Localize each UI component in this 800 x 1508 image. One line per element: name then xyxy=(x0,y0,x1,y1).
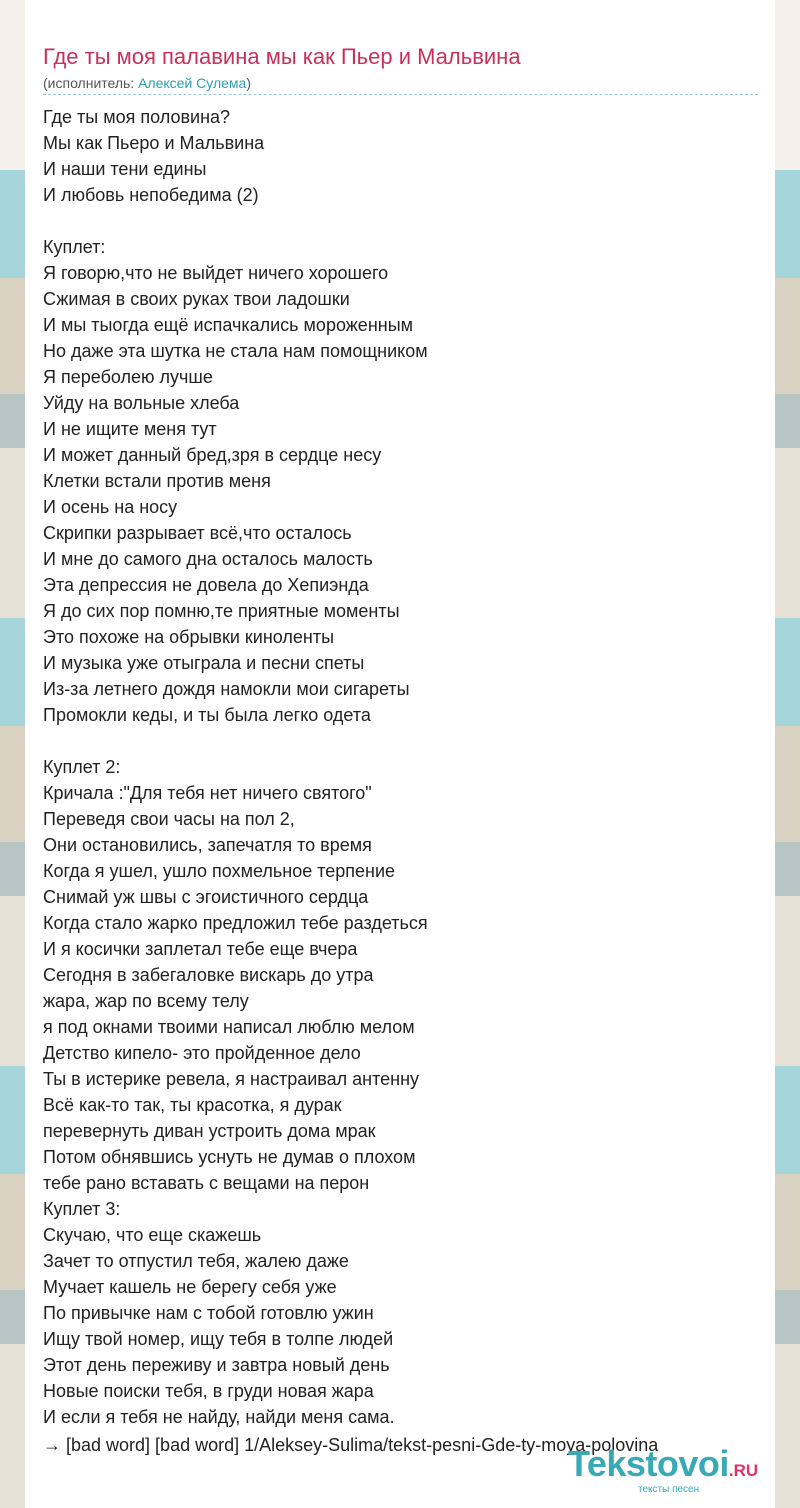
lyric-line: Я до сих пор помню,те приятные моменты xyxy=(43,601,400,621)
lyric-line: я под окнами твоими написал люблю мелом xyxy=(43,1017,415,1037)
lyric-line: Я переболею лучше xyxy=(43,367,213,387)
lyric-line: Мы как Пьеро и Мальвина xyxy=(43,133,265,153)
lyric-line: Ты в истерике ревела, я настраивал антенну xyxy=(43,1069,420,1089)
lyric-line: Зачет то отпустил тебя, жалею даже xyxy=(43,1251,349,1271)
lyrics-text xyxy=(43,104,773,1430)
lyric-line: И не ищите меня тут xyxy=(43,419,217,439)
lyric-line: Эта депрессия не довела до Хепиэнда xyxy=(43,575,369,595)
tekstovoi-logo[interactable] xyxy=(568,1444,778,1494)
lyric-line: Это похоже на обрывки киноленты xyxy=(43,627,335,647)
lyric-line: Но даже эта шутка не стала нам помощником xyxy=(43,341,428,361)
lyric-line: По привычке нам с тобой готовлю ужин xyxy=(43,1303,374,1323)
logo-tld: .RU xyxy=(728,1461,759,1480)
lyric-line: И я косички заплетал тебе еще вчера xyxy=(43,939,358,959)
performer-line xyxy=(43,74,251,92)
lyric-line: Уйду на вольные хлеба xyxy=(43,393,240,413)
source-link[interactable]: → [bad word] [bad word] 1/Aleksey-Sulima/tekst-pesni-Gde-ty-moya-polovina xyxy=(43,1435,659,1455)
lyric-line: И мне до самого дна осталось малость xyxy=(43,549,373,569)
lyric-line: Куплет 3: xyxy=(43,1199,121,1219)
lyric-line: Промокли кеды, и ты была легко одета xyxy=(43,705,371,725)
lyric-line: И мы тыогда ещё испачкались мороженным xyxy=(43,315,414,335)
lyric-line: Куплет: xyxy=(43,237,106,257)
lyric-line: Детство кипело- это пройденное дело xyxy=(43,1043,361,1063)
lyric-line: И музыка уже отыграла и песни спеты xyxy=(43,653,365,673)
lyric-line: жара, жар по всему телу xyxy=(43,991,249,1011)
lyric-line: Снимай уж швы с эгоистичного сердца xyxy=(43,887,369,907)
lyric-line: Они остановились, запечатля то время xyxy=(43,835,372,855)
lyric-line xyxy=(43,728,773,754)
page-title: Где ты моя палавина мы как Пьер и Мальвина xyxy=(43,44,521,69)
performer-suffix: ) xyxy=(246,75,252,91)
lyric-line: Потом обнявшись уснуть не думав о плохом xyxy=(43,1147,416,1167)
lyric-line: Когда стало жарко предложил тебе раздеться xyxy=(43,913,428,933)
lyric-line: И наши тени едины xyxy=(43,159,207,179)
lyric-line: Ищу твой номер, ищу тебя в толпе людей xyxy=(43,1329,394,1349)
artist-link[interactable]: Алексей Сулема xyxy=(138,75,247,91)
lyric-line: И любовь непобедима (2) xyxy=(43,185,259,205)
lyric-line: Кричала :"Для тебя нет ничего святого" xyxy=(43,783,372,803)
lyric-line: перевернуть диван устроить дома мрак xyxy=(43,1121,376,1141)
lyric-line: Скучаю, что еще скажешь xyxy=(43,1225,262,1245)
lyric-line: Всё как-то так, ты красотка, я дурак xyxy=(43,1095,342,1115)
lyric-line: Когда я ушел, ушло похмельное терпение xyxy=(43,861,396,881)
lyric-line: Скрипки разрывает всё,что осталось xyxy=(43,523,352,543)
lyric-line: Куплет 2: xyxy=(43,757,121,777)
lyric-line: И может данный бред,зря в сердце несу xyxy=(43,445,382,465)
lyric-line: Из-за летнего дождя намокли мои сигареты xyxy=(43,679,410,699)
lyric-line: Переведя свои часы на пол 2, xyxy=(43,809,295,829)
lyric-line: Где ты моя половина? xyxy=(43,107,231,127)
lyric-line xyxy=(43,208,773,234)
lyric-line: Этот день переживу и завтра новый день xyxy=(43,1355,390,1375)
logo-tagline: тексты песен xyxy=(638,1484,700,1495)
lyric-line: тебе рано вставать с вещами на перон xyxy=(43,1173,370,1193)
lyric-line: И если я тебя не найду, найди меня сама. xyxy=(43,1407,395,1427)
performer-prefix: (исполнитель: xyxy=(43,75,139,91)
lyric-line: Мучает кашель не берегу себя уже xyxy=(43,1277,337,1297)
lyric-line: Новые поиски тебя, в груди новая жара xyxy=(43,1381,374,1401)
lyric-line: Сжимая в своих руках твои ладошки xyxy=(43,289,350,309)
lyric-line: И осень на носу xyxy=(43,497,178,517)
lyric-line: Клетки встали против меня xyxy=(43,471,271,491)
logo-name: Tekstovoi xyxy=(568,1443,729,1484)
title-divider xyxy=(43,94,758,95)
lyric-line: Я говорю,что не выйдет ничего хорошего xyxy=(43,263,389,283)
lyric-line: Сегодня в забегаловке вискарь до утра xyxy=(43,965,374,985)
